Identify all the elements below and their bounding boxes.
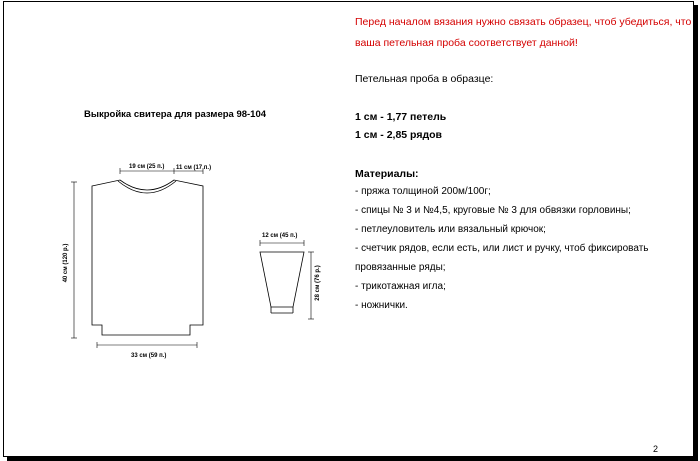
width-label: 33 см (59 п.) bbox=[131, 353, 167, 359]
gauge-rows: 1 см - 2,85 рядов bbox=[355, 129, 442, 141]
neckline-rib bbox=[118, 181, 176, 193]
material-item: - ножнички. bbox=[355, 300, 408, 311]
gauge-stitches: 1 см - 1,77 петель bbox=[355, 111, 447, 123]
material-item: - петлеуловитель или вязальный крючок; bbox=[355, 224, 546, 235]
intro-line-2: ваша петельная проба соответствует данной! bbox=[355, 37, 578, 49]
sleeve-outline bbox=[260, 252, 304, 307]
material-item: - спицы № 3 и №4,5, круговые № 3 для обвязки горловины; bbox=[355, 205, 631, 216]
material-item: - пряжа толщиной 200м/100г; bbox=[355, 186, 491, 197]
gauge-heading: Петельная проба в образце: bbox=[355, 73, 494, 85]
sweater-body-outline bbox=[92, 180, 203, 335]
neck-width-label: 19 см (25 п.) bbox=[129, 164, 165, 170]
materials-heading: Материалы: bbox=[355, 168, 419, 180]
page-number: 2 bbox=[653, 444, 659, 454]
material-item: - счетчик рядов, если есть, или лист и ручку, чтоб фиксировать bbox=[355, 243, 649, 254]
pattern-title: Выкройка свитера для размера 98-104 bbox=[84, 109, 267, 120]
height-label: 40 см (120 р.) bbox=[63, 243, 69, 283]
material-item: - трикотажная игла; bbox=[355, 281, 446, 292]
sleeve-top-label: 12 см (45 п.) bbox=[262, 233, 298, 239]
material-item: провязанные ряды; bbox=[355, 262, 446, 273]
sleeve-length-label: 28 см (76 р.) bbox=[315, 265, 321, 301]
shoulder-label: 11 см (17 п.) bbox=[176, 165, 212, 171]
intro-line-1: Перед началом вязания нужно связать образец, чтоб убедиться, что bbox=[355, 16, 692, 28]
